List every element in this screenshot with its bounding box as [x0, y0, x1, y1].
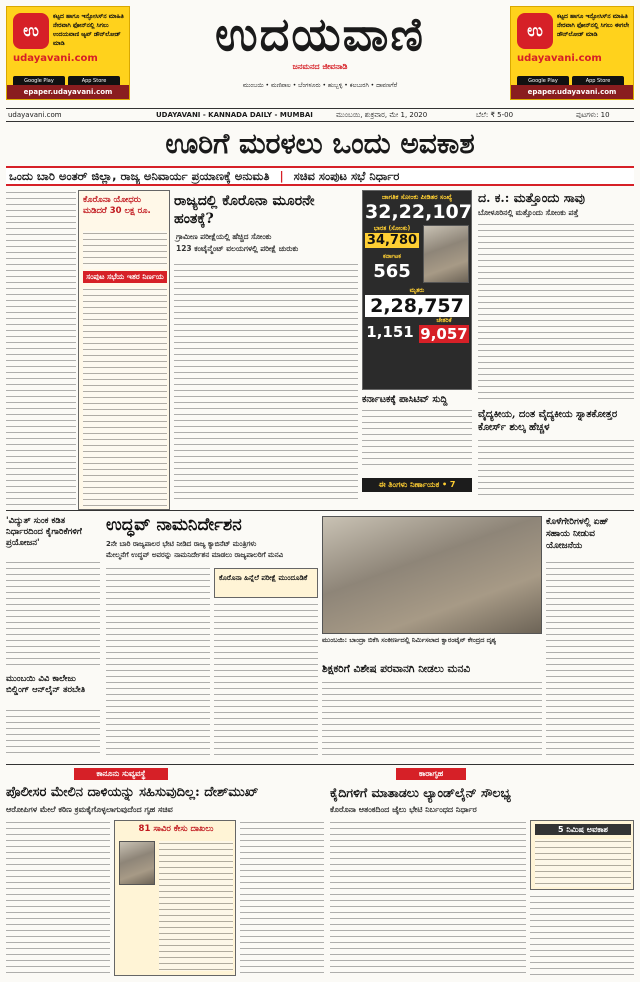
ad-url[interactable]: epaper.udayavani.com [511, 85, 633, 99]
left2-headline-2: ಮುಂಬಯಿ ವಿವಿ ಕಾಲೇಜು ಬಿಲ್ಡಿಂಗ್ ಆನ್‌ಲೈನ್ ತರಬೇತಿ [6, 674, 86, 695]
stat-deaths-global: 2,28,757 [365, 295, 469, 317]
label-total: ಜಾಗತಿಕ ಸೋಂಕು ಪೀಡಿತರ ಸಂಖ್ಯೆ [381, 193, 453, 201]
box-sub: ಸಂಪುಟ ಸಭೆಯ ಇತರ ನಿರ್ಣಯ [83, 271, 167, 283]
masthead [150, 6, 490, 90]
ad-url[interactable]: epaper.udayavani.com [7, 85, 129, 99]
app-store-badge[interactable]: App Store [68, 76, 120, 87]
bottom-left-sub: ಆರೋಪಿಗಳ ಮೇಲೆ ಕಠಿಣ ಕ್ರಮಕೈಗೊಳ್ಳಲಾಗುವುದೆಂದ ಗೃಹ ಸಚಿವ [6, 805, 173, 814]
minister-photo [119, 841, 155, 885]
uddhav-bullet-2: ಮೇಲ್ಮನೆಗೆ ಉದ್ಧವ್ ಅವರನ್ನು ನಾಮನಿರ್ದೇಶನ ಮಾಡಲು ರಾಜ್ಯಪಾಲರಿಗೆ ಮನವಿ [106, 551, 284, 559]
stat-total: 32,22,107 [365, 201, 472, 223]
stat-karnataka: 565 [373, 261, 411, 282]
google-play-badge[interactable]: Google Play [13, 76, 65, 87]
stat-india: 34,780 [366, 233, 418, 248]
pages: ಪುಟಗಳು: 10 [576, 111, 610, 119]
shivaji-headline: ಶಿಕ್ಷಕರಿಗೆ ವಿಶೇಷ ಪರವಾನಗಿ ನೀಡಲು ಮನವಿ [322, 663, 471, 675]
bottom-right-headline: ಕೈದಿಗಳಿಗೆ ಮಾತಾಡಲು ಲ್ಯಾಂಡ್‌ಲೈನ್ ಸೌಲಭ್ಯ [330, 785, 511, 800]
google-play-badge[interactable]: Google Play [517, 76, 569, 87]
center-bullet-2: 123 ಕಂಟೈನ್ಮೆಂಟ್ ವಲಯಗಳಲ್ಲಿ ಪರೀಕ್ಷೆ ಚುರುಕು [176, 244, 299, 253]
photo-caption: ಮುಂಬಯಿ: ಬಾಂದ್ರಾ ಬಿಕೆಸಿ ಸಂಕೀರ್ಣದಲ್ಲಿ ನಿರ್ಮಿಸಲಾದ ಕ್ವಾರಂಟೈನ್ ಕೇಂದ್ರದ ದೃಶ್ಯ [322, 636, 497, 644]
date: ಮುಂಬಯಿ, ಶುಕ್ರವಾರ, ಮೇ 1, 2020 [336, 111, 428, 119]
uddhav-bullet-1: 2ನೇ ಬಾರಿ ರಾಜ್ಯಪಾಲರ ಭೇಟಿ ನೀಡಿದ ರಾಜ್ಯ ಕ್ಯಾಬಿನೆಟ್ ಮಂತ್ರಿಗಳು [106, 540, 257, 548]
editions: ಮುಂಬಯಿ • ಮಣಿಪಾಲ • ಬೆಂಗಳೂರು • ಹುಬ್ಬಳ್ಳಿ • ಕಲಬುರಗಿ • ದಾವಣಗೆರೆ [242, 82, 398, 89]
covid-photo [423, 225, 469, 283]
label-deaths: ಮೃತರು [409, 287, 425, 294]
center-headline: ರಾಜ್ಯದಲ್ಲಿ ಕೊರೊನಾ ಮೂರನೇ ಹಂತಕ್ಕೆ? [174, 193, 315, 227]
app-store-badge[interactable]: App Store [572, 76, 624, 87]
case-box: 81 ಸಾವಿರ ಕೇಸು ದಾಖಲು [114, 820, 236, 976]
stat-recovered: 9,057 [420, 325, 468, 343]
newspaper-title: ಉದಯವಾಣಿ [215, 7, 425, 61]
jail-box: 5 ನಿಮಿಷ ಅವಕಾಶ [530, 820, 634, 890]
left2-headline: 'ವಿದ್ಯುತ್ ಸುಂಕ ಕಡಿತ ನಿರ್ಧಾರದಿಂದ ಕೈಗಾರಿಕೆಗಳಿಗೆ ಪ್ರಯೋಜನ' [6, 516, 82, 548]
subhead-bar: ಒಂದು ಬಾರಿ ಅಂತರ್ ಜಿಲ್ಲಾ, ರಾಜ್ಯ ಅನಿವಾರ್ಯ ಪ್ರಯಾಣಕ್ಕೆ ಅನುಮತಿ | ಸಚಿವ ಸಂಪುಟ ಸಭೆ ನಿರ್ಧಾರ [6, 166, 634, 186]
right-sub: ಬೋಳೂರಿನಲ್ಲಿ ಮತ್ತೊಂದು ಸೋಂಕು ಪತ್ತೆ [478, 208, 579, 217]
ad-text: ಕಟ್ಟದ ಹಾಗೂ ಇನ್ಫೋಸಿಸ್‌ನ ಮಾಹಿತಿ ನೇರವಾಗಿ ಫೋನ್‌ನಲ್ಲಿ ಸಿಗಲು ಈಗಲೇ ಡೌನ್‌ಲೋಡ್ ಮಾಡಿ [557, 13, 630, 38]
subhead-1: ಒಂದು ಬಾರಿ ಅಂತರ್ ಜಿಲ್ಲಾ, ರಾಜ್ಯ ಅನಿವಾರ್ಯ ಪ್ರಯಾಣಕ್ಕೆ ಅನುಮತಿ [9, 169, 270, 183]
ad-right[interactable] [510, 6, 634, 100]
banner-headline: ಊರಿಗೆ ಮರಳಲು ಒಂದು ಅವಕಾಶ [165, 127, 475, 160]
bottom-left-headline: ಪೊಲೀಸರ ಮೇಲಿನ ದಾಳಿಯನ್ನು ಸಹಿಸುವುದಿಲ್ಲ: ದೇಶ್‌ಮುಖ್ [6, 785, 259, 800]
kicker-law: ಕಾನೂನು ಸುವ್ಯವಸ್ಥೆ [74, 768, 168, 780]
today-num: ಈ ತಿಂಗಳು ನಿರ್ಣಾಯಕ • 7 [362, 478, 472, 492]
stat-recovered-in: 1,151 [366, 323, 414, 341]
label-ka: ಕರ್ನಾಟಕ [383, 253, 401, 260]
dateline [6, 108, 634, 122]
positive-news: ಕರ್ನಾಟಕಕ್ಕೆ ಪಾಸಿಟಿವ್ ಸುದ್ದಿ [362, 394, 448, 405]
ad-text: ಕಟ್ಟದ ಹಾಗೂ ಇನ್ಫೋಸಿಸ್‌ನ ಮಾಹಿತಿ ನೇರವಾಗಿ ಫೋನ್‌ನಲ್ಲಿ ಸಿಗಲು ಉದಯವಾಣಿ ಆ್ಯಪ್ ಡೌನ್‌ಲೋಡ್ ಮಾಡಿ [53, 13, 124, 47]
kicker-jail: ಕಾರಾಗೃಹ [396, 768, 466, 780]
box-head: ಕೊರೊನಾ ಯೋಧರು ಮಡಿದರೆ 30 ಲಕ್ಷ ರೂ. [83, 195, 151, 216]
udayavani-logo: ಉ [13, 13, 49, 49]
ad-brand: udayavani.com [13, 53, 98, 64]
tagline: ಜನಮನದ ಜೀವನಾಡಿ [292, 62, 348, 71]
ad-left[interactable] [6, 6, 130, 100]
bottom-right-sub: ಕೊರೊನಾ ಆತಂಕದಿಂದ ಜೈಲು ಭೇಟಿ ನಿರ್ಬಂಧದ ನಿರ್ಧಾರ [330, 805, 477, 814]
site: udayavani.com [8, 111, 62, 119]
quarantine-photo [322, 516, 542, 634]
paper-name: UDAYAVANI - KANNADA DAILY - MUMBAI [156, 111, 313, 119]
label-recovered: ಚೇತರಿಕೆ [436, 317, 452, 324]
uddhav-box: ಕೊರೊನಾ ಹಿನ್ನೆಲೆ ಪರೀಕ್ಷೆ ಮುಂದೂಡಿಕೆ [214, 568, 318, 598]
price: ಬೆಲೆ: ₹ 5-00 [476, 111, 514, 119]
subhead-2: ಸಚಿವ ಸಂಪುಟ ಸಭೆ ನಿರ್ಧಾರ [293, 169, 400, 183]
udayavani-logo: ಉ [517, 13, 553, 49]
ad-brand: udayavani.com [517, 53, 602, 64]
sidebar-box [78, 190, 170, 510]
center-bullet-1: ಗ್ರಾಮೀಣ ಪರೀಕ್ಷೆಯಲ್ಲಿ ಹೆಚ್ಚಿದ ಸೋಂಕು [176, 232, 272, 241]
covid-stats-panel [362, 190, 472, 390]
right-headline-2: ವೈದ್ಯಕೀಯ, ದಂತ ವೈದ್ಯಕೀಯ ಸ್ನಾತಕೋತ್ತರ ಕೋರ್ಸ್ ಶುಲ್ಕ ಹೆಚ್ಚಳ [478, 409, 618, 433]
label-india: ಭಾರತ (ಸೋಂಕು) [373, 225, 411, 232]
uddhav-headline: ಉದ್ಧವ್ ನಾಮನಿರ್ದೇಶನ [106, 515, 242, 535]
right2-headline: ಕೊಳೆಗೇರಿಗಳಲ್ಲಿ ಏಹ್ ಸಹಾಯ ನೀಡುವ ಯೋಜನೆಯ [546, 517, 609, 551]
right-headline: ದ. ಕ.: ಮತ್ತೊಂದು ಸಾವು [478, 190, 585, 205]
